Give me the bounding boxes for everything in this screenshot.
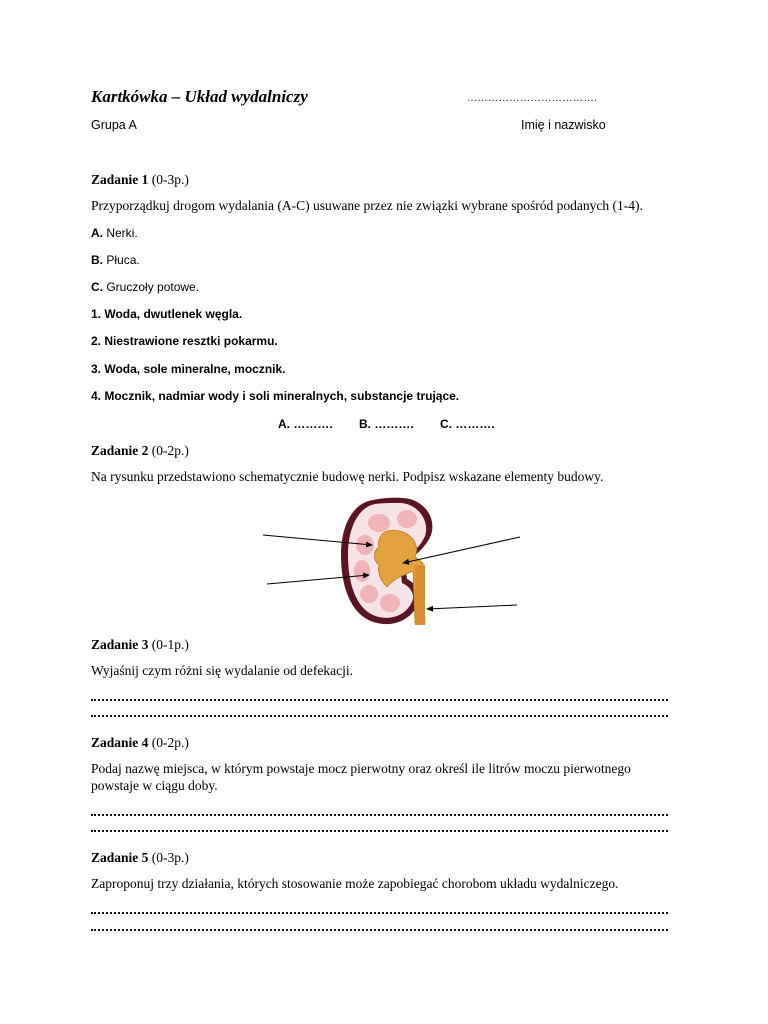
pointer-arrow bbox=[427, 605, 517, 609]
task-4-instruction-line-2: powstaje w ciągu doby. bbox=[91, 778, 218, 793]
task-5-heading bbox=[91, 850, 189, 866]
task-5-title: Zadanie 5 bbox=[91, 850, 149, 865]
task-3-points: (0-1p.) bbox=[151, 637, 189, 652]
task-1-title: Zadanie 1 bbox=[91, 172, 149, 187]
answer-line[interactable] bbox=[91, 699, 668, 701]
answer-line[interactable] bbox=[91, 929, 668, 931]
renal-pyramid bbox=[360, 585, 378, 603]
task-3-instruction: Wyjaśnij czym różni się wydalanie od defekacji. bbox=[91, 663, 353, 678]
task-2-title: Zadanie 2 bbox=[91, 443, 149, 458]
answer-field-b[interactable]: B. ………. bbox=[359, 417, 414, 431]
task-2-heading bbox=[91, 443, 189, 459]
task-4-instruction-line-1: Podaj nazwę miejsca, w którym powstaje mocz pierwotny oraz określ ile litrów moczu pierwotnego bbox=[91, 761, 631, 776]
task-2-instruction: Na rysunku przedstawiono schematycznie budowę nerki. Podpisz wskazane elementy budowy. bbox=[91, 469, 604, 484]
task-1-points: (0-3p.) bbox=[151, 172, 189, 187]
name-dotted-line[interactable]: ………………………………. bbox=[467, 93, 598, 104]
task-4-title: Zadanie 4 bbox=[91, 735, 149, 750]
task-2-points: (0-2p.) bbox=[151, 443, 189, 458]
compound-item: 4. Mocznik, nadmiar wody i soli mineralnych, substancje trujące. bbox=[91, 389, 460, 403]
answer-line[interactable] bbox=[91, 830, 668, 832]
renal-pyramid bbox=[354, 560, 370, 582]
route-item: A. Nerki. bbox=[91, 226, 138, 240]
task-1-heading bbox=[91, 172, 189, 188]
worksheet-title: Kartkówka – Układ wydalniczy bbox=[91, 87, 308, 106]
renal-pyramid bbox=[380, 594, 400, 612]
answer-field-a[interactable]: A. ………. bbox=[278, 417, 333, 431]
kidney-diagram bbox=[255, 495, 530, 630]
route-item: C. Gruczoły potowe. bbox=[91, 280, 200, 294]
renal-pyramid bbox=[397, 510, 417, 528]
answer-line[interactable] bbox=[91, 912, 668, 914]
answer-line[interactable] bbox=[91, 715, 668, 717]
compound-item: 2. Niestrawione resztki pokarmu. bbox=[91, 334, 278, 348]
compound-item: 3. Woda, sole mineralne, mocznik. bbox=[91, 362, 286, 376]
task-5-instruction: Zaproponuj trzy działania, których stosowanie może zapobiegać chorobom układu wydalniczego. bbox=[91, 876, 619, 891]
task-5-points: (0-3p.) bbox=[151, 850, 189, 865]
task-4-points: (0-2p.) bbox=[151, 735, 189, 750]
task-4-heading bbox=[91, 735, 189, 751]
compound-item: 1. Woda, dwutlenek węgla. bbox=[91, 307, 243, 321]
answer-line[interactable] bbox=[91, 814, 668, 816]
group-label: Grupa A bbox=[91, 118, 137, 132]
renal-pyramid bbox=[368, 514, 390, 532]
answer-field-c[interactable]: C. ………. bbox=[440, 417, 495, 431]
ureter bbox=[415, 565, 425, 625]
name-label: Imię i nazwisko bbox=[521, 118, 606, 132]
route-item: B. Płuca. bbox=[91, 253, 140, 267]
task-3-heading bbox=[91, 637, 189, 653]
task-3-title: Zadanie 3 bbox=[91, 637, 149, 652]
task-1-instruction: Przyporządkuj drogom wydalania (A-C) usuwane przez nie związki wybrane spośród podanych (1-4). bbox=[91, 198, 643, 213]
